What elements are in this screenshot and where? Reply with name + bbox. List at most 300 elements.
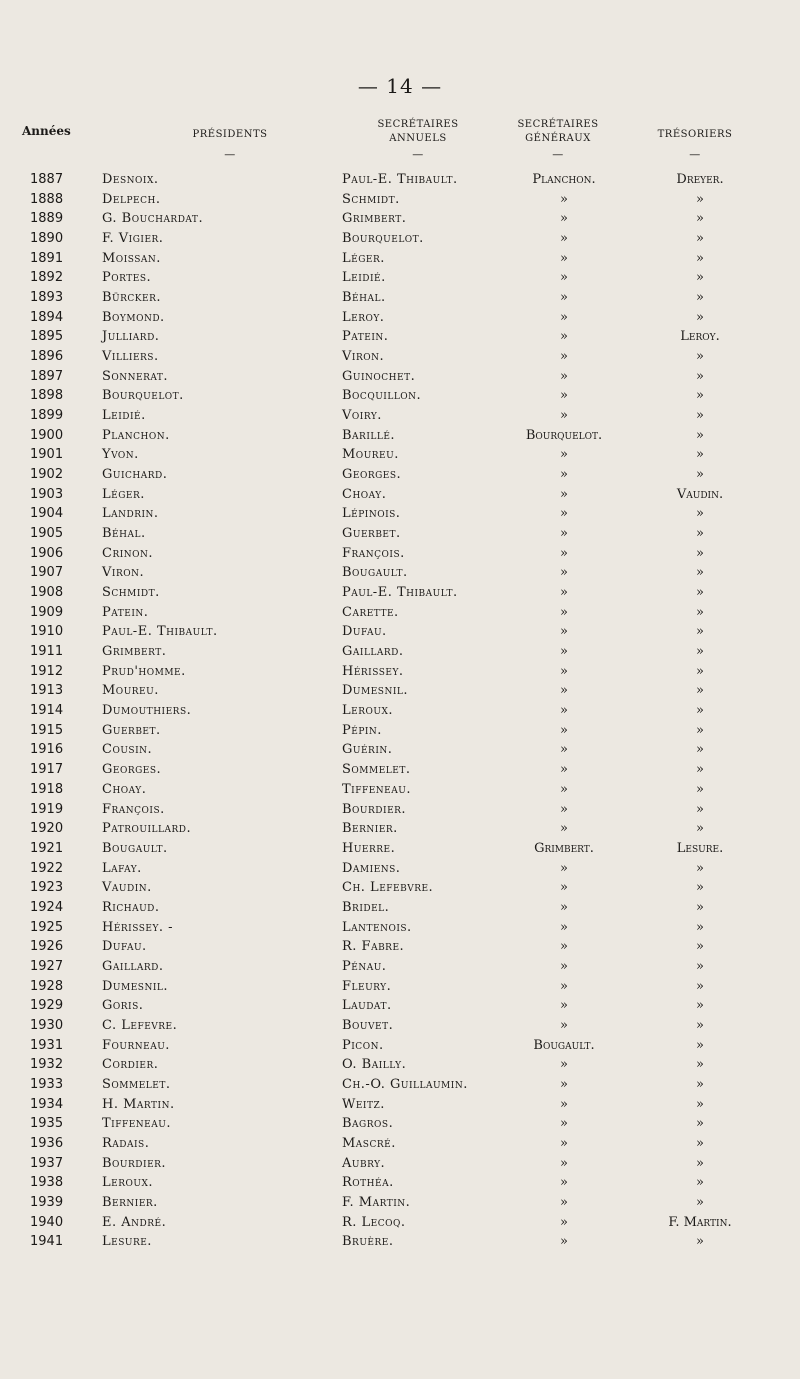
secretaire-general-cell: » bbox=[560, 191, 568, 207]
secretaire-general-cell: » bbox=[560, 978, 568, 994]
year-cell: 1912 bbox=[30, 663, 64, 679]
tresorier-cell: » bbox=[696, 231, 704, 247]
secretaire-annuel-cell: Mascré. bbox=[342, 1135, 396, 1151]
tresorier-cell: » bbox=[696, 860, 704, 876]
table-row bbox=[0, 426, 800, 446]
year-cell: 1901 bbox=[30, 447, 64, 463]
secretaire-annuel-cell: Grimbert. bbox=[342, 211, 407, 227]
president-cell: Julliard. bbox=[102, 329, 160, 345]
table-row bbox=[0, 544, 800, 564]
secretaire-general-cell: Bourquelot. bbox=[525, 427, 603, 443]
table-row bbox=[0, 1213, 800, 1233]
secretaire-general-cell: » bbox=[560, 644, 568, 660]
year-cell: 1933 bbox=[30, 1076, 64, 1092]
tresorier-cell: » bbox=[696, 781, 704, 797]
tresorier-cell: » bbox=[696, 427, 704, 443]
secretaire-general-cell: » bbox=[560, 467, 568, 483]
president-cell: Portes. bbox=[102, 270, 152, 286]
secretaire-annuel-cell: Leidié. bbox=[342, 270, 386, 286]
tresorier-cell: » bbox=[696, 250, 704, 266]
tresorier-cell: » bbox=[696, 821, 704, 837]
president-cell: Bourdier. bbox=[102, 1155, 167, 1171]
table-row bbox=[0, 603, 800, 623]
secretaire-general-cell: » bbox=[560, 899, 568, 915]
column-headers bbox=[0, 118, 800, 168]
year-cell: 1889 bbox=[30, 211, 64, 227]
year-cell: 1927 bbox=[30, 958, 64, 974]
year-cell: 1915 bbox=[30, 722, 64, 738]
president-cell: Georges. bbox=[102, 762, 162, 778]
tresorier-cell: » bbox=[696, 624, 704, 640]
secretaire-annuel-cell: Bouvet. bbox=[342, 1017, 394, 1033]
table-row bbox=[0, 583, 800, 603]
secretaire-general-cell: » bbox=[560, 703, 568, 719]
table-row bbox=[0, 622, 800, 642]
secretaire-general-cell: Grimbert. bbox=[534, 840, 594, 856]
secretaire-annuel-cell: Barillé. bbox=[342, 427, 396, 443]
year-cell: 1904 bbox=[30, 506, 64, 522]
president-cell: Viron. bbox=[102, 565, 145, 581]
secretaire-annuel-cell: François. bbox=[342, 545, 405, 561]
secretaire-annuel-cell: Fleury. bbox=[342, 978, 392, 994]
tresorier-cell: Vaudin. bbox=[676, 486, 724, 502]
tresorier-cell: » bbox=[696, 447, 704, 463]
secretaire-general-cell: » bbox=[560, 919, 568, 935]
table-row bbox=[0, 819, 800, 839]
tresorier-cell: » bbox=[696, 644, 704, 660]
year-cell: 1900 bbox=[30, 427, 64, 443]
president-cell: Desnoix. bbox=[102, 172, 159, 187]
tresorier-cell: » bbox=[696, 349, 704, 365]
secretaire-annuel-cell: Bruère. bbox=[342, 1234, 394, 1250]
secretaire-annuel-cell: F. Martin. bbox=[342, 1194, 411, 1210]
tresorier-cell: » bbox=[696, 919, 704, 935]
table-row bbox=[0, 170, 800, 190]
secretaire-general-cell: » bbox=[560, 880, 568, 896]
secretaire-annuel-cell: Dumesnil. bbox=[342, 683, 408, 699]
tresorier-cell: » bbox=[696, 1135, 704, 1151]
year-cell: 1893 bbox=[30, 290, 64, 306]
year-cell: 1921 bbox=[30, 840, 64, 856]
table-row bbox=[0, 1134, 800, 1154]
president-cell: Grimbert. bbox=[102, 644, 167, 660]
table-row bbox=[0, 918, 800, 938]
secretaire-general-cell: » bbox=[560, 1135, 568, 1151]
tresorier-cell: » bbox=[696, 978, 704, 994]
president-cell: F. Vigier. bbox=[102, 231, 164, 247]
table-row bbox=[0, 701, 800, 721]
table-row bbox=[0, 190, 800, 210]
year-cell: 1934 bbox=[30, 1096, 64, 1112]
secretaire-general-cell: » bbox=[560, 998, 568, 1014]
table-row bbox=[0, 1016, 800, 1036]
secretaire-annuel-cell: Ch.-O. Guillaumin. bbox=[342, 1076, 468, 1092]
secretaire-general-cell: » bbox=[560, 368, 568, 384]
secretaire-general-cell: » bbox=[560, 545, 568, 561]
president-cell: Bourquelot. bbox=[102, 388, 184, 404]
president-cell: Planchon. bbox=[102, 427, 170, 443]
president-cell: Moissan. bbox=[102, 250, 161, 266]
secretaire-annuel-cell: Carette. bbox=[342, 604, 399, 620]
president-cell: E. André. bbox=[102, 1214, 167, 1230]
secretaire-general-cell: » bbox=[560, 762, 568, 778]
secretaire-annuel-cell: Viron. bbox=[342, 349, 385, 365]
table-row bbox=[0, 1193, 800, 1213]
president-cell: Richaud. bbox=[102, 899, 160, 915]
president-cell: Boymond. bbox=[102, 309, 165, 325]
secretaire-annuel-cell: Bernier. bbox=[342, 821, 398, 837]
tresorier-cell: » bbox=[696, 1057, 704, 1073]
table-row bbox=[0, 563, 800, 583]
tresorier-cell: » bbox=[696, 958, 704, 974]
year-cell: 1925 bbox=[30, 919, 64, 935]
secretaire-general-cell: » bbox=[560, 1116, 568, 1132]
secretaire-annuel-cell: Béhal. bbox=[342, 290, 386, 306]
table-row bbox=[0, 524, 800, 544]
year-cell: 1917 bbox=[30, 762, 64, 778]
year-cell: 1909 bbox=[30, 604, 64, 620]
secretaire-annuel-cell: Leroux. bbox=[342, 703, 393, 719]
year-cell: 1923 bbox=[30, 880, 64, 896]
table-row bbox=[0, 740, 800, 760]
secretaire-annuel-cell: R. Fabre. bbox=[342, 939, 405, 955]
year-cell: 1892 bbox=[30, 270, 64, 286]
president-cell: Sommelet. bbox=[102, 1076, 171, 1092]
president-cell: Leidié. bbox=[102, 408, 146, 424]
year-cell: 1926 bbox=[30, 939, 64, 955]
secretaire-general-cell: » bbox=[560, 1214, 568, 1230]
secretaire-annuel-cell: Laudat. bbox=[342, 998, 392, 1014]
table-row bbox=[0, 780, 800, 800]
secretaire-annuel-cell: Léger. bbox=[342, 250, 385, 266]
president-cell: C. Lefevre. bbox=[102, 1017, 178, 1033]
tresorier-cell: » bbox=[696, 1037, 704, 1053]
tresorier-cell: » bbox=[696, 604, 704, 620]
header-presidents-label: PRÉSIDENTS bbox=[192, 129, 268, 140]
president-cell: Prud'homme. bbox=[102, 663, 186, 679]
tresorier-cell: » bbox=[696, 368, 704, 384]
president-cell: Bougault. bbox=[102, 840, 168, 856]
secretaire-general-cell: » bbox=[560, 683, 568, 699]
year-cell: 1895 bbox=[30, 329, 64, 345]
secretaire-annuel-cell: Hérissey. bbox=[342, 663, 404, 679]
year-cell: 1888 bbox=[30, 191, 64, 207]
president-cell: Cousin. bbox=[102, 742, 153, 758]
table-row bbox=[0, 681, 800, 701]
year-cell: 1918 bbox=[30, 781, 64, 797]
secretaire-general-cell: » bbox=[560, 821, 568, 837]
year-cell: 1938 bbox=[30, 1175, 64, 1191]
year-cell: 1930 bbox=[30, 1017, 64, 1033]
president-cell: Patein. bbox=[102, 604, 149, 620]
year-cell: 1894 bbox=[30, 309, 64, 325]
secretaire-annuel-cell: Pépin. bbox=[342, 722, 382, 738]
tresorier-cell: » bbox=[696, 801, 704, 817]
table-row bbox=[0, 504, 800, 524]
secretaire-general-cell: » bbox=[560, 939, 568, 955]
secretaire-general-cell: » bbox=[560, 349, 568, 365]
secretaire-general-cell: » bbox=[560, 290, 568, 306]
tresorier-cell: » bbox=[696, 899, 704, 915]
year-cell: 1896 bbox=[30, 349, 64, 365]
page-number: — 14 — bbox=[357, 74, 443, 98]
year-cell: 1899 bbox=[30, 408, 64, 424]
president-cell: Goris. bbox=[102, 998, 144, 1014]
year-cell: 1906 bbox=[30, 545, 64, 561]
secretaire-annuel-cell: Huerre. bbox=[342, 840, 396, 856]
president-cell: Yvon. bbox=[102, 447, 139, 463]
secretaire-annuel-cell: Bocquillon. bbox=[342, 388, 422, 404]
year-cell: 1910 bbox=[30, 624, 64, 640]
secretaire-annuel-cell: Bougault. bbox=[342, 565, 408, 581]
table-row bbox=[0, 1095, 800, 1115]
secretaire-general-cell: » bbox=[560, 663, 568, 679]
table-row bbox=[0, 957, 800, 977]
tresorier-cell: » bbox=[696, 467, 704, 483]
president-cell: Gaillard. bbox=[102, 958, 164, 974]
secretaire-general-cell: » bbox=[560, 958, 568, 974]
year-cell: 1935 bbox=[30, 1116, 64, 1132]
table-row bbox=[0, 760, 800, 780]
secretaire-general-cell: » bbox=[560, 624, 568, 640]
secretaire-annuel-cell: R. Lecoq. bbox=[342, 1214, 406, 1230]
tresorier-cell: » bbox=[696, 408, 704, 424]
header-annees bbox=[22, 124, 92, 138]
tresorier-cell: » bbox=[696, 545, 704, 561]
secretaire-annuel-cell: Lantenois. bbox=[342, 919, 412, 935]
header-presidents bbox=[160, 128, 300, 162]
table-row bbox=[0, 1232, 800, 1252]
tresorier-cell: » bbox=[696, 762, 704, 778]
table-row bbox=[0, 996, 800, 1016]
tresorier-cell: » bbox=[696, 270, 704, 286]
president-cell: Villiers. bbox=[102, 349, 159, 365]
year-cell: 1940 bbox=[30, 1214, 64, 1230]
year-cell: 1916 bbox=[30, 742, 64, 758]
president-cell: Delpech. bbox=[102, 191, 161, 207]
table-row bbox=[0, 878, 800, 898]
president-cell: Fourneau. bbox=[102, 1037, 170, 1053]
tresorier-cell: Lesure. bbox=[676, 840, 724, 856]
secretaire-general-cell: » bbox=[560, 604, 568, 620]
table-row bbox=[0, 662, 800, 682]
secretaire-annuel-cell: Guinochet. bbox=[342, 368, 416, 384]
year-cell: 1891 bbox=[30, 250, 64, 266]
secretaire-general-cell: » bbox=[560, 565, 568, 581]
tresorier-cell: » bbox=[696, 585, 704, 601]
tresorier-cell: » bbox=[696, 526, 704, 542]
secretaire-annuel-cell: Bagros. bbox=[342, 1116, 394, 1132]
table-row bbox=[0, 485, 800, 505]
tresorier-cell: » bbox=[696, 1155, 704, 1171]
year-cell: 1908 bbox=[30, 585, 64, 601]
tresorier-cell: » bbox=[696, 1234, 704, 1250]
table-row bbox=[0, 465, 800, 485]
tresorier-cell: » bbox=[696, 388, 704, 404]
president-cell: Hérissey. - bbox=[102, 919, 174, 935]
president-cell: Léger. bbox=[102, 486, 145, 502]
year-cell: 1887 bbox=[30, 172, 64, 187]
president-cell: Tiffeneau. bbox=[102, 1116, 171, 1132]
secretaire-general-cell: » bbox=[560, 231, 568, 247]
year-cell: 1939 bbox=[30, 1194, 64, 1210]
year-cell: 1897 bbox=[30, 368, 64, 384]
tresorier-cell: » bbox=[696, 565, 704, 581]
secretaire-general-cell: » bbox=[560, 270, 568, 286]
year-cell: 1931 bbox=[30, 1037, 64, 1053]
year-cell: 1905 bbox=[30, 526, 64, 542]
secretaire-general-cell: » bbox=[560, 1057, 568, 1073]
year-cell: 1941 bbox=[30, 1234, 64, 1250]
tresorier-cell: Dreyer. bbox=[676, 172, 724, 187]
president-cell: Dumouthiers. bbox=[102, 703, 192, 719]
secretaire-annuel-cell: Georges. bbox=[342, 467, 402, 483]
secretaire-general-cell: » bbox=[560, 447, 568, 463]
year-cell: 1913 bbox=[30, 683, 64, 699]
table-row bbox=[0, 1055, 800, 1075]
president-cell: Bürcker. bbox=[102, 290, 162, 306]
president-cell: Bernier. bbox=[102, 1194, 158, 1210]
table-row bbox=[0, 977, 800, 997]
header-tresoriers-label: TRÉSORIERS bbox=[657, 129, 733, 140]
secretaire-annuel-cell: Bourquelot. bbox=[342, 231, 424, 247]
president-cell: Paul-E. Thibault. bbox=[102, 624, 218, 640]
table-row bbox=[0, 249, 800, 269]
president-cell: Crinon. bbox=[102, 545, 154, 561]
secretaire-annuel-cell: Weitz. bbox=[342, 1096, 385, 1112]
secretaire-annuel-cell: Rothéa. bbox=[342, 1175, 394, 1191]
secretaire-general-cell: » bbox=[560, 722, 568, 738]
year-cell: 1914 bbox=[30, 703, 64, 719]
year-cell: 1922 bbox=[30, 860, 64, 876]
president-cell: François. bbox=[102, 801, 165, 817]
year-cell: 1932 bbox=[30, 1057, 64, 1073]
secretaire-general-cell: » bbox=[560, 309, 568, 325]
table-row bbox=[0, 1173, 800, 1193]
year-cell: 1907 bbox=[30, 565, 64, 581]
table-row bbox=[0, 288, 800, 308]
table-row bbox=[0, 367, 800, 387]
table-row bbox=[0, 898, 800, 918]
header-annees-label: Années bbox=[22, 124, 71, 138]
table-row bbox=[0, 406, 800, 426]
year-cell: 1911 bbox=[30, 644, 64, 660]
header-secretaires-annuels bbox=[338, 118, 498, 162]
year-cell: 1936 bbox=[30, 1135, 64, 1151]
tresorier-cell: F. Martin. bbox=[668, 1214, 732, 1230]
secretaire-annuel-cell: Bourdier. bbox=[342, 801, 407, 817]
tresorier-cell: » bbox=[696, 880, 704, 896]
secretaire-general-cell: » bbox=[560, 585, 568, 601]
president-cell: Guichard. bbox=[102, 467, 168, 483]
president-cell: Schmidt. bbox=[102, 585, 160, 601]
president-cell: Dufau. bbox=[102, 939, 147, 955]
secretaire-annuel-cell: Patein. bbox=[342, 329, 389, 345]
secretaire-annuel-cell: Paul-E. Thibault. bbox=[342, 172, 458, 187]
secretaire-annuel-cell: Choay. bbox=[342, 486, 387, 502]
president-cell: Guerbet. bbox=[102, 722, 161, 738]
table-row bbox=[0, 937, 800, 957]
tresorier-cell: » bbox=[696, 1194, 704, 1210]
table-row bbox=[0, 800, 800, 820]
table-row bbox=[0, 327, 800, 347]
header-dash: — bbox=[224, 148, 236, 161]
president-cell: Patrouillard. bbox=[102, 821, 192, 837]
secretaire-annuel-cell: Dufau. bbox=[342, 624, 387, 640]
president-cell: Choay. bbox=[102, 781, 147, 797]
tresorier-cell: » bbox=[696, 998, 704, 1014]
president-cell: Radais. bbox=[102, 1135, 150, 1151]
table-row bbox=[0, 721, 800, 741]
tresorier-cell: » bbox=[696, 1096, 704, 1112]
year-cell: 1920 bbox=[30, 821, 64, 837]
table-row bbox=[0, 1036, 800, 1056]
secretaire-general-cell: » bbox=[560, 1175, 568, 1191]
secretaire-general-cell: » bbox=[560, 801, 568, 817]
tresorier-cell: » bbox=[696, 683, 704, 699]
secretaire-annuel-cell: Guerbet. bbox=[342, 526, 401, 542]
secretaire-annuel-cell: O. Bailly. bbox=[342, 1057, 407, 1073]
secretaire-annuel-cell: Lépinois. bbox=[342, 506, 401, 522]
tresorier-cell: » bbox=[696, 1116, 704, 1132]
tresorier-cell: » bbox=[696, 1175, 704, 1191]
tresorier-cell: » bbox=[696, 290, 704, 306]
table-row bbox=[0, 839, 800, 859]
year-cell: 1898 bbox=[30, 388, 64, 404]
header-secretaires-annuels-label: SECRÉTAIRES ANNUELS bbox=[377, 119, 459, 144]
secretaire-general-cell: » bbox=[560, 329, 568, 345]
secretaire-annuel-cell: Paul-E. Thibault. bbox=[342, 585, 458, 601]
year-cell: 1919 bbox=[30, 801, 64, 817]
secretaire-annuel-cell: Leroy. bbox=[342, 309, 385, 325]
table-row bbox=[0, 1075, 800, 1095]
header-dash: — bbox=[552, 148, 564, 161]
year-cell: 1902 bbox=[30, 467, 64, 483]
secretaire-annuel-cell: Voiry. bbox=[342, 408, 382, 424]
year-cell: 1929 bbox=[30, 998, 64, 1014]
officers-table bbox=[0, 170, 800, 1252]
year-cell: 1937 bbox=[30, 1155, 64, 1171]
secretaire-general-cell: » bbox=[560, 408, 568, 424]
president-cell: Dumesnil. bbox=[102, 978, 168, 994]
president-cell: G. Bouchardat. bbox=[102, 211, 204, 227]
secretaire-annuel-cell: Gaillard. bbox=[342, 644, 404, 660]
secretaire-general-cell: » bbox=[560, 526, 568, 542]
president-cell: Béhal. bbox=[102, 526, 146, 542]
secretaire-annuel-cell: Moureu. bbox=[342, 447, 399, 463]
secretaire-annuel-cell: Tiffeneau. bbox=[342, 781, 411, 797]
table-row bbox=[0, 308, 800, 328]
president-cell: H. Martin. bbox=[102, 1096, 175, 1112]
table-row bbox=[0, 1114, 800, 1134]
president-cell: Landrin. bbox=[102, 506, 159, 522]
tresorier-cell: » bbox=[696, 703, 704, 719]
secretaire-annuel-cell: Sommelet. bbox=[342, 762, 411, 778]
tresorier-cell: Leroy. bbox=[680, 329, 720, 345]
secretaire-general-cell: » bbox=[560, 486, 568, 502]
table-row bbox=[0, 386, 800, 406]
table-row bbox=[0, 1154, 800, 1174]
secretaire-general-cell: » bbox=[560, 250, 568, 266]
secretaire-general-cell: » bbox=[560, 1155, 568, 1171]
header-dash: — bbox=[689, 148, 701, 161]
secretaire-general-cell: » bbox=[560, 211, 568, 227]
table-row bbox=[0, 229, 800, 249]
secretaire-general-cell: » bbox=[560, 506, 568, 522]
secretaire-general-cell: » bbox=[560, 1096, 568, 1112]
table-row bbox=[0, 859, 800, 879]
secretaire-annuel-cell: Aubry. bbox=[342, 1155, 386, 1171]
